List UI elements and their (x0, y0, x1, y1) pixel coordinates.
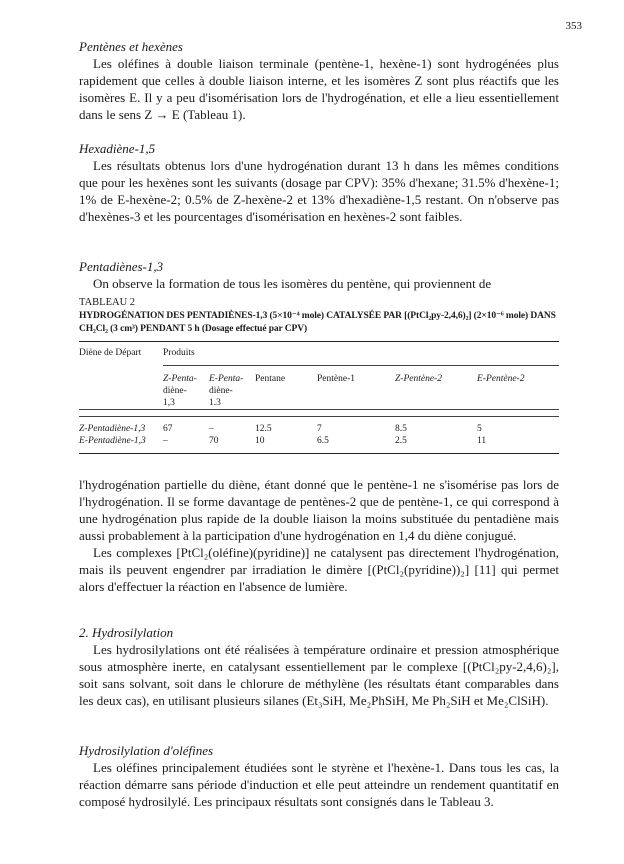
section-paragraph: Les oléfines à double liaison terminale (pentène-1, hexène-1) sont hydrogénées plus rapidement que celles à double liaison interne, et les isomères Z sont plus réactifs que les isomères E. Il y a peu d'isomérisation lors de l'hydrogénation, et elle a lieu essentiellement dans le sens Z → E (Tableau 1). (79, 56, 559, 122)
section-hydrosilylation (79, 624, 559, 709)
column-header-row (79, 367, 559, 410)
table-cell: 6.5 (317, 436, 329, 446)
section-paragraph: Les résultats obtenus lors d'une hydrogénation durant 13 h dans les mêmes conditions que pour les hexènes sont les suivants (dosage par CPV): 35% d'hexane; 31.5% d'hexène-1; 1% de E-hexène-2; 0.5% de Z-hexène-2 et 13% d'hexadiène-1,5 restant. On n'observe pas d'hexènes-3 et les pourcentages d'isomérisation en hexènes-2 sont faibles. (79, 158, 559, 224)
column-header: Z-Penta- diène- 1,3 (163, 374, 197, 408)
body-paragraph: l'hydrogénation partielle du diène, étant donné que le pentène-1 ne s'isomérise pas lors de l'hydrogénation. Il se forme davantage de pentènes-2 que de pentène-1, ce qui correspond à une hydrogénation plus rapide de la double liaison la moins substituée du pentadiène mais aussi probablement à la participation d'une hydrogénation en 1,4 du diène conjugué. (79, 477, 559, 543)
table-cell: 70 (209, 436, 219, 446)
section-pentadienes (79, 258, 559, 292)
page-number: 353 (565, 20, 582, 32)
table-row (79, 417, 559, 436)
table-cell: – (209, 424, 214, 434)
section-hexadiene (79, 140, 559, 225)
table-cell: 10 (255, 436, 265, 446)
section-heading: Pentènes et hexènes (79, 39, 183, 54)
header-group: Produits (163, 348, 195, 358)
header-left: Diène de Départ (79, 348, 142, 358)
table-title: HYDROGÉNATION DES PENTADIÈNES-1,3 (5×10⁻⁴ mole) CATALYSÉE PAR [(PtCl₂py-2,4,6)₂] (2×10⁻⁶ mole) DANS CH₂Cl₂ (3 cm³) PENDANT 5 h (Dosage effectué par CPV) (79, 311, 556, 334)
column-header: E-Pentène-2 (477, 374, 525, 384)
paragraph-continuation (79, 476, 559, 595)
row-label: E-Pentadiène-1,3 (79, 436, 146, 446)
section-heading: Hydrosilylation d'oléfines (79, 743, 214, 758)
column-header: E-Penta- diène- 1.3 (209, 374, 244, 408)
column-header: Z-Pentène-2 (395, 374, 442, 384)
section-heading: 2. Hydrosilylation (79, 625, 174, 640)
data-table (79, 341, 559, 454)
section-heading: Pentadiènes-1,3 (79, 259, 164, 274)
table-cell: 11 (477, 436, 487, 446)
table-caption: TABLEAU 2 (79, 297, 136, 308)
table-2 (79, 296, 559, 454)
table-cell: – (163, 436, 168, 446)
section-pentenes-hexenes (79, 38, 559, 123)
table-cell: 7 (317, 424, 322, 434)
table-cell: 67 (163, 424, 173, 434)
column-header: Pentane (255, 374, 286, 384)
table-cell: 5 (477, 424, 482, 434)
section-heading: Hexadiène-1,5 (79, 141, 156, 156)
table-cell: 8.5 (395, 424, 407, 434)
section-paragraph: Les oléfines principalement étudiées sont le styrène et l'hexène-1. Dans tous les cas, la réaction démarre sans période d'induction et elle peut atteindre un rendement quantitatif en composé hydrosilylé. Les principaux résultats sont consignés dans le Tableau 3. (79, 760, 559, 809)
column-header: Pentène-1 (317, 374, 355, 384)
row-label: Z-Pentadiène-1,3 (79, 424, 146, 434)
section-paragraph: Les hydrosilylations ont été réalisées à température ordinaire et pression atmosphérique sous atmosphère inerte, en catalysant essentiellement par le complexe [(PtCl₂py-2,4,6)₂], soit sans solvant, soit dans le chlorure de méthylène (les résultats étant comparables dans les deux cas), en utilisant plusieurs silanes (Et₃SiH, Me₂PhSiH, Me Ph₂SiH et Me₂ClSiH). (79, 642, 559, 708)
table-row (79, 435, 559, 454)
table-cell: 12.5 (255, 424, 272, 434)
section-hydrosilylation-olefines (79, 742, 559, 810)
body-paragraph: Les complexes [PtCl₂(oléfine)(pyridine)] ne catalysent pas directement l'hydrogénation, mais ils peuvent engendrer par irradiation le dimère [(PtCl₂(pyridine))₂] [11] qui permet alors d'effectuer la réaction en l'absence de lumière. (79, 545, 559, 594)
section-paragraph: On observe la formation de tous les isomères du pentène, qui proviennent de (93, 276, 492, 291)
table-cell: 2.5 (395, 436, 407, 446)
